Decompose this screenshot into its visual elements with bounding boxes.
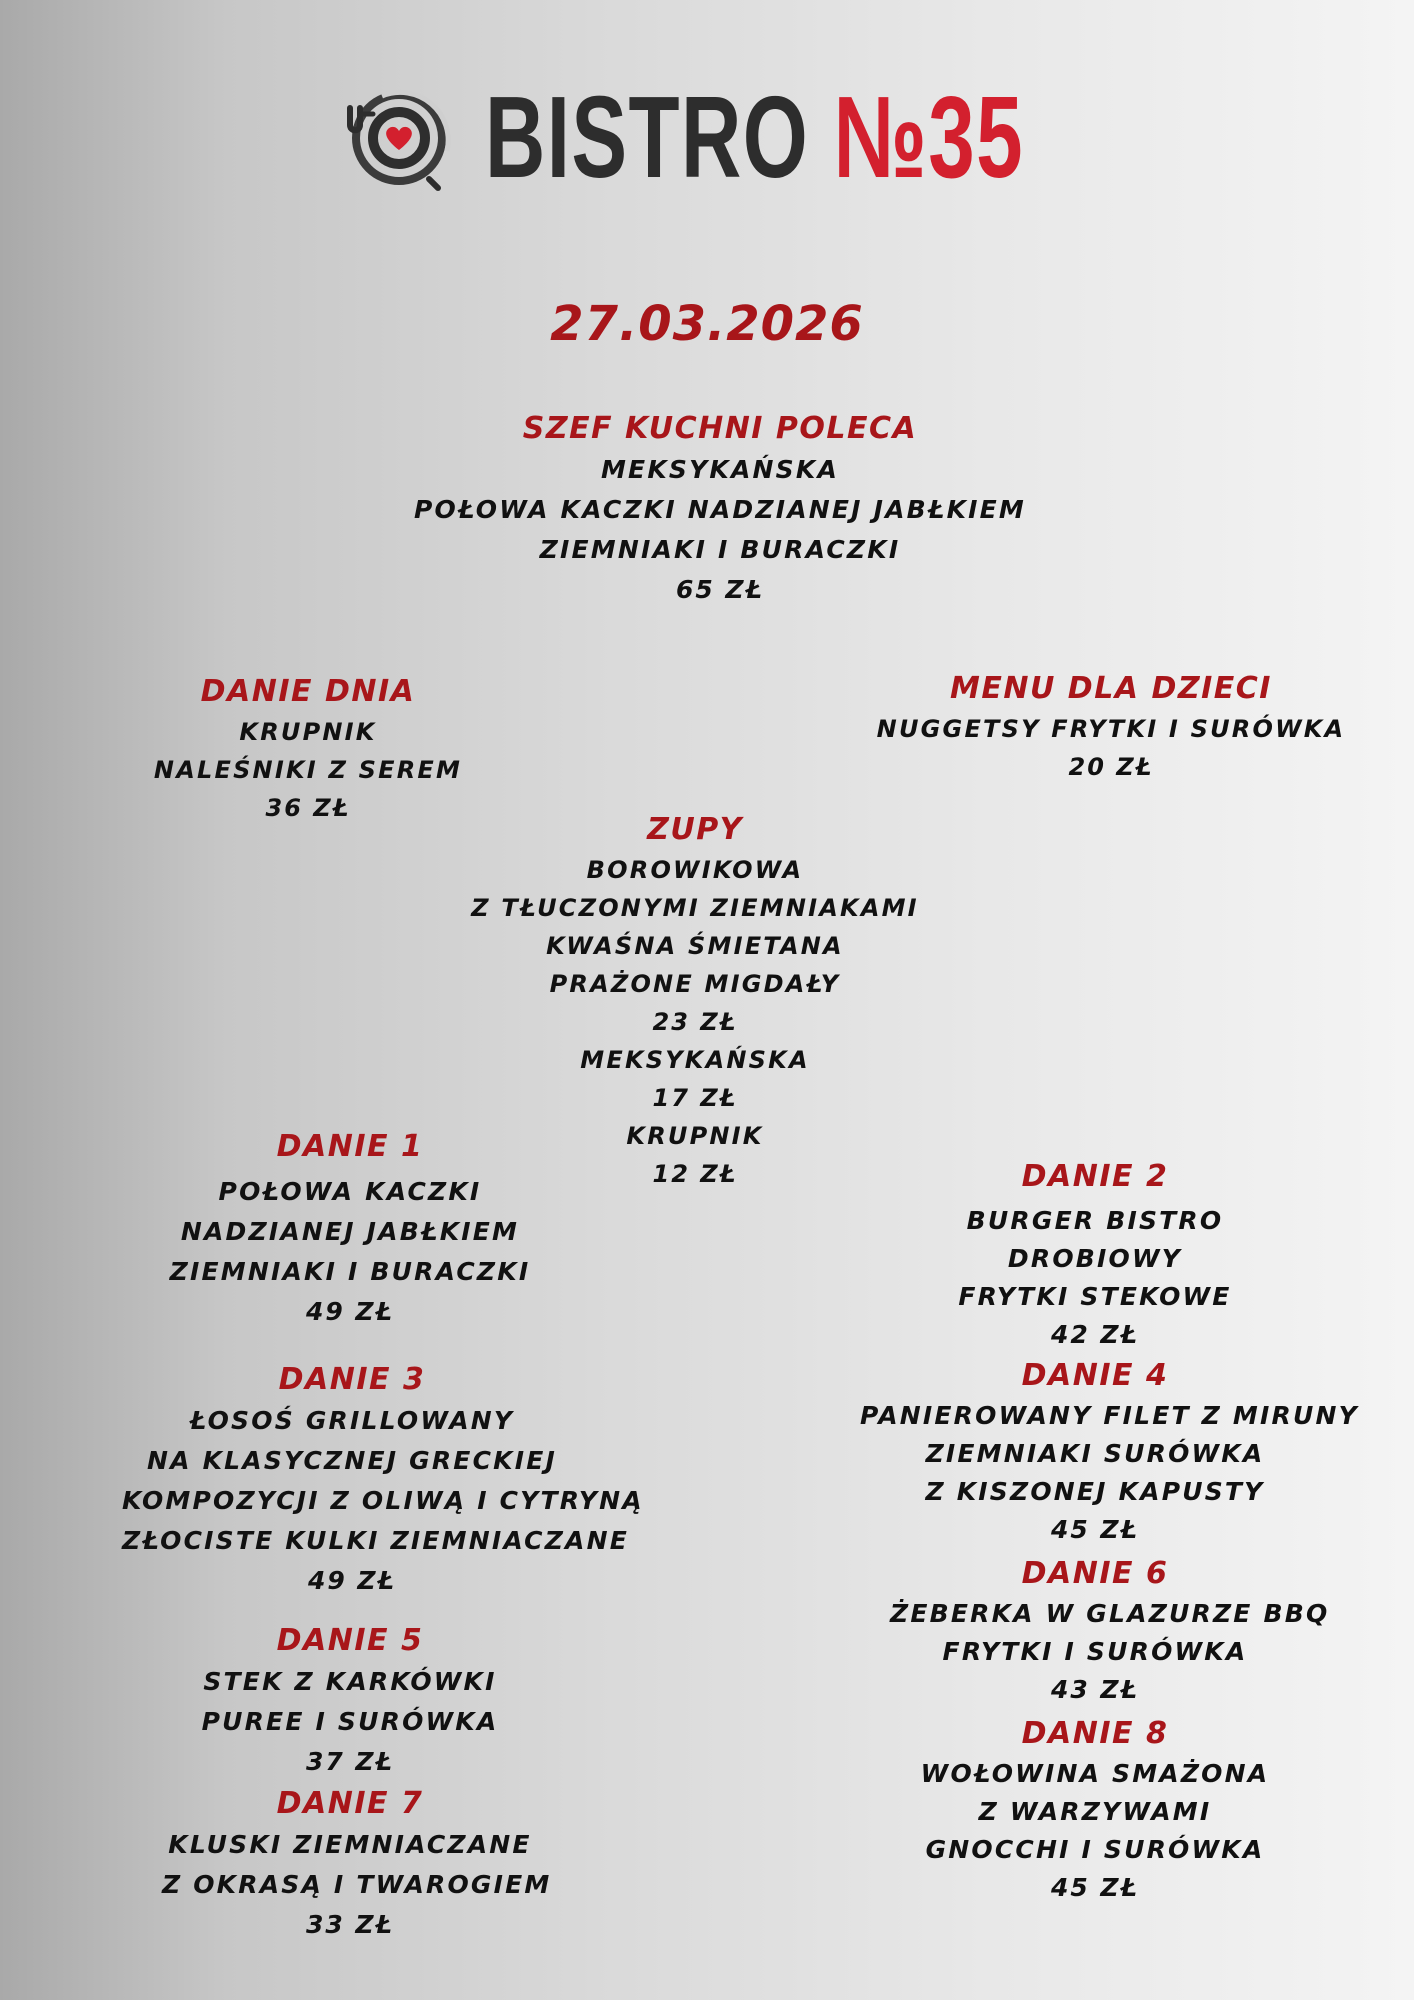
dish-price: 33 ZŁ: [305, 1910, 395, 1939]
dish-line: FRYTKI I SURÓWKA: [942, 1637, 1248, 1666]
dish-price: 42 ZŁ: [1050, 1320, 1140, 1349]
dish-5-section: [180, 1620, 520, 1782]
chef-line: POŁOWA KACZKI NADZIANEJ JABŁKIEM: [413, 495, 1027, 524]
dish-line: ŻEBERKA W GLAZURZE BBQ: [890, 1599, 1330, 1628]
soup-line: KRUPNIK: [626, 1122, 764, 1150]
soup-price: 12 ZŁ: [652, 1160, 738, 1188]
dish-line: ZŁOCISTE KULKI ZIEMNIACZANE: [122, 1526, 629, 1555]
soup-line: Z TŁUCZONYMI ZIEMNIAKAMI: [471, 894, 919, 922]
chef-price: 65 ZŁ: [675, 575, 765, 604]
dish-line: BURGER BISTRO: [966, 1206, 1224, 1235]
kids-heading: MENU DLA DZIECI: [950, 671, 1272, 706]
dish-line: PUREE I SURÓWKA: [201, 1707, 499, 1736]
dish-line: GNOCCHI I SURÓWKA: [925, 1835, 1265, 1864]
dish-line: Z OKRASĄ I TWAROGIEM: [162, 1870, 552, 1899]
kids-line: NUGGETSY FRYTKI I SURÓWKA: [876, 715, 1346, 743]
dish-2-section: [905, 1156, 1285, 1354]
dish-day-price: 36 ZŁ: [265, 794, 351, 822]
dish-3-section: [122, 1359, 644, 1601]
soups-heading: ZUPY: [647, 812, 743, 847]
dish-heading: DANIE 5: [276, 1623, 424, 1658]
dish-8-section: [915, 1713, 1275, 1907]
dish-line: Z KISZONEJ KAPUSTY: [925, 1477, 1265, 1506]
dish-line: POŁOWA KACZKI: [218, 1177, 482, 1206]
dish-line: KOMPOZYCJI Z OLIWĄ I CYTRYNĄ: [122, 1486, 644, 1515]
soup-line: MEKSYKAŃSKA: [580, 1046, 810, 1074]
soup-line: KWAŚNA ŚMIETANA: [546, 932, 844, 960]
dish-of-the-day-section: [118, 671, 498, 827]
dish-line: NA KLASYCZNEJ GRECKIEJ: [147, 1446, 557, 1475]
kids-price: 20 ZŁ: [1068, 753, 1154, 781]
soup-price: 23 ZŁ: [652, 1008, 738, 1036]
dish-line: STEK Z KARKÓWKI: [203, 1667, 497, 1696]
dish-line: ZIEMNIAKI SURÓWKA: [925, 1439, 1265, 1468]
dish-line: ZIEMNIAKI I BURACZKI: [169, 1257, 531, 1286]
dish-heading: DANIE 6: [1021, 1556, 1169, 1591]
dish-heading: DANIE 1: [276, 1129, 424, 1164]
dish-heading: DANIE 4: [1021, 1358, 1169, 1393]
logo-wordmark: [485, 72, 1024, 202]
dish-line: WOŁOWINA SMAŻONA: [920, 1759, 1270, 1788]
dish-price: 45 ZŁ: [1050, 1515, 1140, 1544]
dish-line: DROBIOWY: [1007, 1244, 1183, 1273]
soup-price: 17 ZŁ: [652, 1084, 738, 1112]
dish-price: 49 ZŁ: [307, 1566, 397, 1595]
dish-day-line: NALEŚNIKI Z SEREM: [153, 756, 463, 784]
dish-heading: DANIE 3: [278, 1362, 426, 1397]
dish-price: 43 ZŁ: [1050, 1675, 1140, 1704]
dish-line: KLUSKI ZIEMNIACZANE: [168, 1830, 532, 1859]
dish-line: PANIEROWANY FILET Z MIRUNY: [860, 1401, 1359, 1430]
dish-4-section: [860, 1355, 1359, 1549]
dish-line: NADZIANEJ JABŁKIEM: [180, 1217, 520, 1246]
dish-line: FRYTKI STEKOWE: [958, 1282, 1232, 1311]
dish-price: 37 ZŁ: [305, 1747, 395, 1776]
soup-line: PRAŻONE MIGDAŁY: [549, 970, 841, 998]
dish-heading: DANIE 7: [276, 1786, 424, 1821]
dish-1-section: [150, 1126, 550, 1332]
soup-line: BOROWIKOWA: [586, 856, 804, 884]
dish-price: 45 ZŁ: [1050, 1873, 1140, 1902]
dish-line: ŁOSOŚ GRILLOWANY: [189, 1406, 515, 1435]
chef-heading: SZEF KUCHNI POLECA: [522, 411, 918, 446]
dish-day-line: KRUPNIK: [239, 718, 377, 746]
dish-line: Z WARZYWAMI: [978, 1797, 1212, 1826]
menu-date: 27.03.2026: [550, 296, 864, 352]
logo-word: BISTRO: [485, 72, 810, 202]
chef-line: ZIEMNIAKI I BURACZKI: [539, 535, 901, 564]
dish-heading: DANIE 2: [1021, 1159, 1169, 1194]
heart-target-logo-icon: [336, 75, 461, 200]
bistro-logo: [336, 62, 1026, 212]
kids-menu-section: [876, 668, 1346, 786]
logo-number: №35: [833, 72, 1024, 202]
dish-day-heading: DANIE DNIA: [200, 674, 416, 709]
chef-line: MEKSYKAŃSKA: [600, 455, 839, 484]
dish-price: 49 ZŁ: [305, 1297, 395, 1326]
chef-recommendation-section: [410, 408, 1030, 610]
dish-7-section: [162, 1783, 552, 1945]
dish-6-section: [890, 1553, 1330, 1709]
dish-heading: DANIE 8: [1021, 1716, 1169, 1751]
